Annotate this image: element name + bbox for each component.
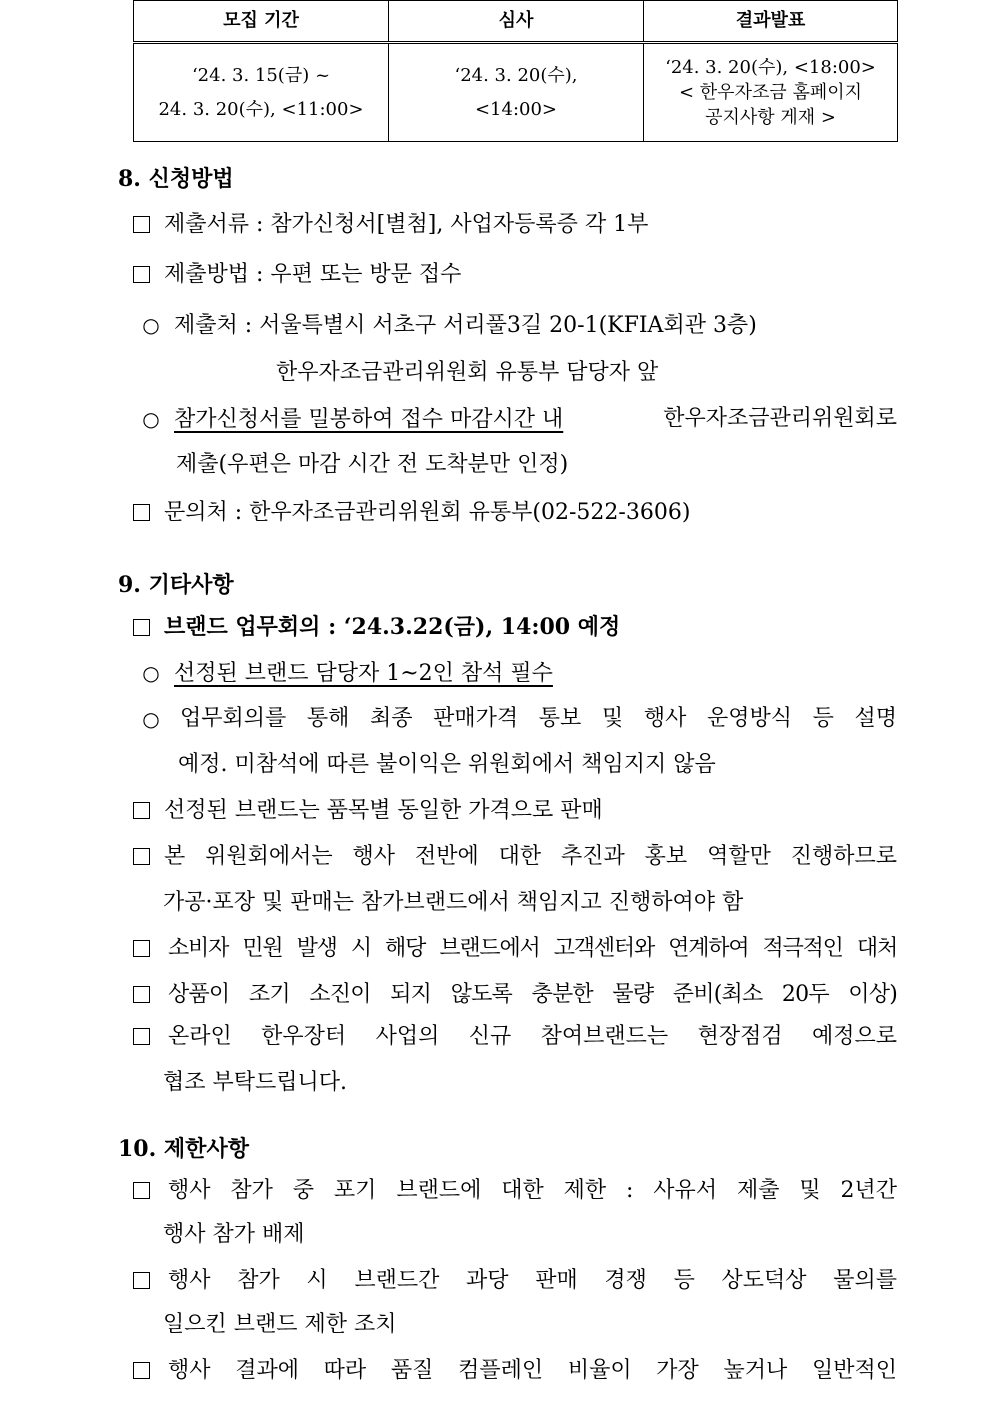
checkbox-square-icon (133, 1028, 150, 1045)
explain-text: 업무회의를 통해 최종 판매가격 통보 및 행사 운영방식 등 설명 (180, 706, 897, 731)
quit-line2: 행사 참가 배제 (163, 1222, 305, 1247)
checkbox-square-icon (133, 1362, 150, 1379)
checkbox-square-icon (133, 216, 150, 233)
checkbox-square-icon (133, 1182, 150, 1199)
checkbox-square-icon (133, 266, 150, 283)
quality-text: 행사 결과에 따라 품질 컴플레인 비율이 가장 높거나 일반적인 (168, 1358, 897, 1383)
header-recruit-period: 모집 기간 (134, 1, 389, 43)
circle-bullet-icon: ○ (142, 313, 160, 337)
circle-bullet-icon: ○ (142, 707, 160, 731)
list-item (133, 1358, 897, 1384)
price-text: 선정된 브랜드는 품목별 동일한 가격으로 판매 (164, 798, 603, 823)
result-line: 공지사항 게재 > (705, 107, 836, 128)
checkbox-square-icon (133, 619, 150, 636)
cell-review (389, 43, 644, 142)
competition-text: 행사 참가 시 브랜드간 과당 판매 경쟁 등 상도덕상 물의를 (168, 1268, 897, 1293)
list-item (140, 312, 757, 339)
role-line2: 가공·포장 및 판매는 참가브랜드에서 책임지고 진행하여야 함 (163, 890, 744, 915)
attend-text: 선정된 브랜드 담당자 1~2인 참석 필수 (174, 661, 553, 686)
submit-place-line2: 한우자조금관리위원회 유통부 담당자 앞 (276, 360, 659, 385)
deadline-rest-text: 한우자조금관리위원회로 (663, 406, 897, 431)
list-item (133, 262, 461, 288)
online-line2: 협조 부탁드립니다. (163, 1070, 348, 1095)
circle-bullet-icon: ○ (142, 661, 160, 685)
list-item (140, 660, 553, 687)
circle-bullet-icon: ○ (142, 407, 160, 431)
meeting-text: 브랜드 업무회의 : ‘24.3.22(금), 14:00 예정 (164, 614, 621, 640)
contact-text: 문의처 : 한우자조금관리위원회 유통부(02-522-3606) (164, 500, 691, 525)
submit-place-text: 제출처 : 서울특별시 서초구 서리풀3길 20-1(KFIA회관 3층) (174, 313, 757, 338)
header-result: 결과발표 (644, 1, 898, 43)
list-item (140, 406, 897, 433)
competition-line2: 일으킨 브랜드 제한 조치 (163, 1312, 397, 1337)
submit-method-text: 제출방법 : 우편 또는 방문 접수 (164, 262, 462, 287)
recruit-line: 24. 3. 20(수), <11:00> (158, 98, 364, 120)
list-item (133, 500, 690, 526)
checkbox-square-icon (133, 986, 150, 1003)
list-item (133, 1024, 897, 1050)
result-line: < 한우자조금 홈페이지 (678, 82, 863, 103)
section-8-title: 8. 신청방법 (118, 166, 234, 192)
review-line: <14:00> (474, 98, 558, 120)
section-9-title: 9. 기타사항 (118, 572, 234, 598)
explain-line2: 예정. 미참석에 따른 불이익은 위원회에서 책임지지 않음 (178, 752, 716, 777)
recruit-line: ‘24. 3. 15(금) ~ (191, 64, 331, 86)
review-line: ‘24. 3. 20(수), (454, 64, 578, 86)
list-item (133, 614, 620, 640)
header-review: 심사 (389, 1, 644, 43)
submit-docs-text: 제출서류 : 참가신청서[별첨], 사업자등록증 각 1부 (164, 212, 649, 237)
role-text: 본 위원회에서는 행사 전반에 대한 추진과 홍보 역할만 진행하므로 (164, 844, 897, 869)
list-item (133, 1178, 897, 1204)
list-item (140, 706, 897, 732)
online-text: 온라인 한우장터 사업의 신규 참여브랜드는 현장점검 예정으로 (168, 1024, 897, 1049)
cell-recruit-period (134, 43, 389, 142)
schedule-table (133, 0, 898, 142)
checkbox-square-icon (133, 504, 150, 521)
deadline-line2: 제출(우편은 마감 시간 전 도착분만 인정) (176, 452, 569, 477)
complaint-text: 소비자 민원 발생 시 해당 브랜드에서 고객센터와 연계하여 적극적인 대처 (168, 936, 897, 961)
list-item (133, 1268, 897, 1294)
list-item (133, 982, 897, 1008)
result-line: ‘24. 3. 20(수), <18:00> (665, 57, 876, 78)
list-item (133, 844, 897, 870)
cell-result (644, 43, 898, 142)
section-10-title: 10. 제한사항 (118, 1136, 249, 1162)
quit-text: 행사 참가 중 포기 브랜드에 대한 제한 : 사유서 제출 및 2년간 (168, 1178, 897, 1203)
list-item (133, 212, 648, 238)
checkbox-square-icon (133, 940, 150, 957)
checkbox-square-icon (133, 848, 150, 865)
deadline-underlined-text: 참가신청서를 밀봉하여 접수 마감시간 내 (174, 407, 564, 432)
checkbox-square-icon (133, 802, 150, 819)
stock-text: 상품이 조기 소진이 되지 않도록 충분한 물량 준비(최소 20두 이상) (168, 982, 897, 1007)
list-item (133, 798, 603, 824)
checkbox-square-icon (133, 1272, 150, 1289)
list-item (133, 936, 897, 962)
